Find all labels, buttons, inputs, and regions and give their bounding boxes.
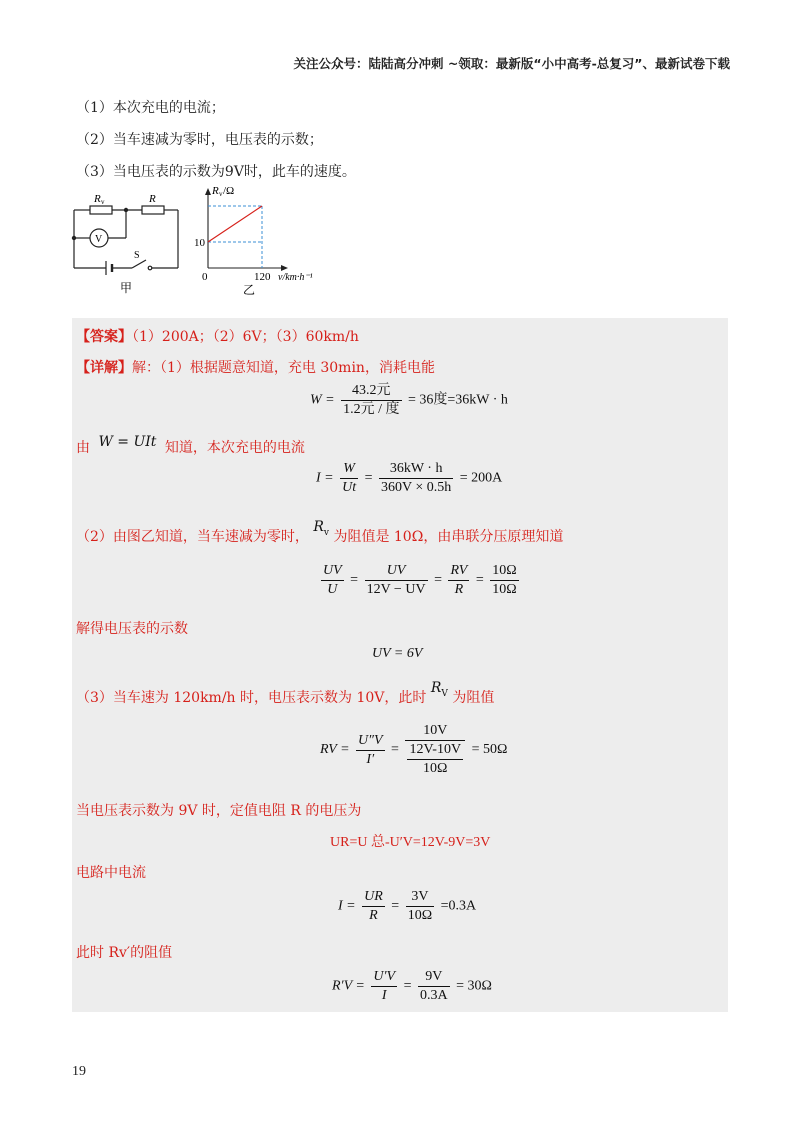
equation-current: I = $\frac{W}{Ut}$ = $\frac{36kW \cdot h}{360V \times 0.5h}$ = 200A xyxy=(316,461,503,495)
eq5-nested-frac xyxy=(405,741,465,778)
caption-yi: 乙 xyxy=(243,283,256,297)
detail-text-1: 解：（1）根据题意知道，充电 30min，消耗电能 xyxy=(132,360,435,376)
detail-label: 【详解】 xyxy=(76,360,132,376)
eq7-den2: 0.3A xyxy=(420,988,448,1003)
eq1-rhs: = 36度=36kW · h xyxy=(408,392,508,408)
eq5-den-den: 10Ω xyxy=(423,761,448,776)
graph-xlabel: v/km·h⁻¹ xyxy=(278,272,313,283)
inline-rv: $R_v$ xyxy=(313,519,329,538)
detail-line-9: 此时 Rv′的阻值 xyxy=(76,945,173,961)
detail-line-6: 当电压表示数为 9V 时，定值电阻 R 的电压为 xyxy=(76,803,362,819)
eq2-rhs: = 200A xyxy=(459,470,503,486)
detail-5-pre: （3）当车速为 120km/h 时，电压表示数为 10V，此时 xyxy=(76,690,427,706)
eq5-rhs: = 50Ω xyxy=(471,742,508,758)
eq3-num1: UV xyxy=(321,562,344,581)
caption-jia: 甲 xyxy=(120,281,133,295)
graph-ylabel-unit: /Ω xyxy=(223,185,235,197)
question-3: （3）当电压表的示数为9V时，此车的速度。 xyxy=(76,164,356,180)
rv-speed-graph xyxy=(188,180,333,298)
eq6-num1: UR xyxy=(362,888,385,907)
eq7-frac-1 xyxy=(371,968,397,1005)
eq5-frac-2 xyxy=(405,722,465,778)
detail-line-2 xyxy=(76,434,305,457)
eq3-den1: U xyxy=(327,582,338,597)
eq2-den2: 360V × 0.5h xyxy=(381,480,452,495)
eq3-num4: 10Ω xyxy=(490,562,518,581)
eq3-den3: R xyxy=(454,582,464,597)
eq2-lhs: I = xyxy=(316,470,334,486)
eq2-num2: 36kW · h xyxy=(379,460,453,479)
equation-uv: UV = 6V xyxy=(372,646,423,661)
equation-i: I = $\frac{UR}{R}$ = $\frac{3V}{10\Omega}$ =0.3A xyxy=(338,889,477,923)
detail-line-7: UR=U 总-U′V=12V-9V=3V xyxy=(330,835,491,850)
eq6-frac-2 xyxy=(406,888,434,925)
question-1: （1）本次充电的电流； xyxy=(76,100,225,116)
circuit-diagram xyxy=(70,188,190,298)
graph-ylabel-sub: v xyxy=(219,190,223,198)
detail-line-1 xyxy=(76,357,435,377)
eq3-num3: RV xyxy=(448,562,469,581)
answer-label: 【答案】 xyxy=(76,329,132,345)
eq1-frac xyxy=(341,382,401,419)
eq6-den2: 10Ω xyxy=(407,908,433,923)
detail-line-3 xyxy=(76,519,564,548)
eq5-den-num: 12V-10V xyxy=(407,741,463,760)
graph-ytick: 10 xyxy=(194,237,205,249)
graph-ylabel: R xyxy=(212,185,219,197)
detail-2-pre: 由 xyxy=(76,440,90,456)
label-r: R xyxy=(149,193,156,205)
eq7-frac-2 xyxy=(418,968,450,1005)
page-number: 19 xyxy=(72,1064,86,1079)
page-header: 关注公众号：陆陆高分冲刺 ~领取：最新版“小中高考-总复习”、最新试卷下载 xyxy=(293,56,730,71)
eq7-num1: U′V xyxy=(371,968,397,987)
detail-line-4: 解得电压表的示数 xyxy=(76,621,188,637)
label-rv-sub: v xyxy=(101,198,105,206)
inline-rv-2: $R_V$ xyxy=(430,680,448,699)
eq1-lhs: W = xyxy=(310,392,335,408)
eq5-den1: I′ xyxy=(366,751,375,767)
eq7-lhs: R′V = xyxy=(332,978,365,994)
eq5-num2: 10V xyxy=(405,722,465,741)
eq3-num2: UV xyxy=(365,562,428,581)
eq3-frac-3 xyxy=(448,562,469,599)
switch-label: S xyxy=(134,250,140,261)
eq6-den1: R xyxy=(369,908,378,923)
eq7-num2: 9V xyxy=(418,968,450,987)
equation-energy xyxy=(310,382,508,419)
eq2-frac-2 xyxy=(379,460,453,497)
eq2-num1: W xyxy=(340,460,358,479)
equation-divider: $\frac{UV}{U}$ = $\frac{UV}{12V - UV}$ = $\frac{RV}{R}$ = $\frac{10\Omega}{10\Omega}$ xyxy=(323,563,517,597)
detail-2-post: 知道，本次充电的电流 xyxy=(164,440,305,456)
eq6-rhs: =0.3A xyxy=(440,898,477,914)
graph-xtick: 120 xyxy=(254,271,271,283)
eq1-num: 43.2元 xyxy=(341,382,401,401)
eq2-den1: Ut xyxy=(342,480,357,495)
eq7-den1: I xyxy=(381,988,387,1003)
eq5-num1: U″V xyxy=(356,732,385,751)
rv-line xyxy=(208,206,262,242)
eq6-num2: 3V xyxy=(406,888,434,907)
meter-label: V xyxy=(95,234,103,245)
detail-line-5 xyxy=(76,680,495,709)
eq3-den4: 10Ω xyxy=(492,582,517,597)
eq7-rhs: = 30Ω xyxy=(456,978,492,994)
eq1-den: 1.2元 / 度 xyxy=(343,402,400,417)
eq5-lhs: RV = xyxy=(320,742,350,758)
detail-3-post: 为阻值是 10Ω，由串联分压原理知道 xyxy=(333,529,564,545)
question-2: （2）当车速减为零时，电压表的示数； xyxy=(76,132,323,148)
detail-5-post: 为阻值 xyxy=(452,690,495,706)
detail-line-8: 电路中电流 xyxy=(76,865,146,881)
graph-origin: 0 xyxy=(202,271,208,283)
equation-rv-prime: R′V = $\frac{U'V}{I}$ = $\frac{9V}{0.3A}$ = 30Ω xyxy=(332,969,492,1003)
eq6-lhs: I = xyxy=(338,898,356,914)
eq5-frac-1 xyxy=(356,732,385,769)
eq3-frac-4 xyxy=(490,562,518,599)
detail-3-pre: （2）由图乙知道，当车速减为零时， xyxy=(76,529,309,545)
answer-line xyxy=(76,326,359,346)
eq3-frac-2 xyxy=(365,562,428,599)
answer-text: （1）200A；（2）6V；（3）60km/h xyxy=(132,329,359,345)
label-rv: R xyxy=(94,193,101,205)
eq-inline: W = UIt xyxy=(98,434,157,450)
eq2-frac-1 xyxy=(340,460,358,497)
eq3-den2: 12V − UV xyxy=(366,582,426,597)
eq3-frac-1 xyxy=(321,562,344,599)
equation-rv: RV = $\frac{U''V}{I'}$ = 10V 12V-10V 10Ω = 50Ω xyxy=(320,723,508,776)
eq6-frac-1 xyxy=(362,888,385,925)
